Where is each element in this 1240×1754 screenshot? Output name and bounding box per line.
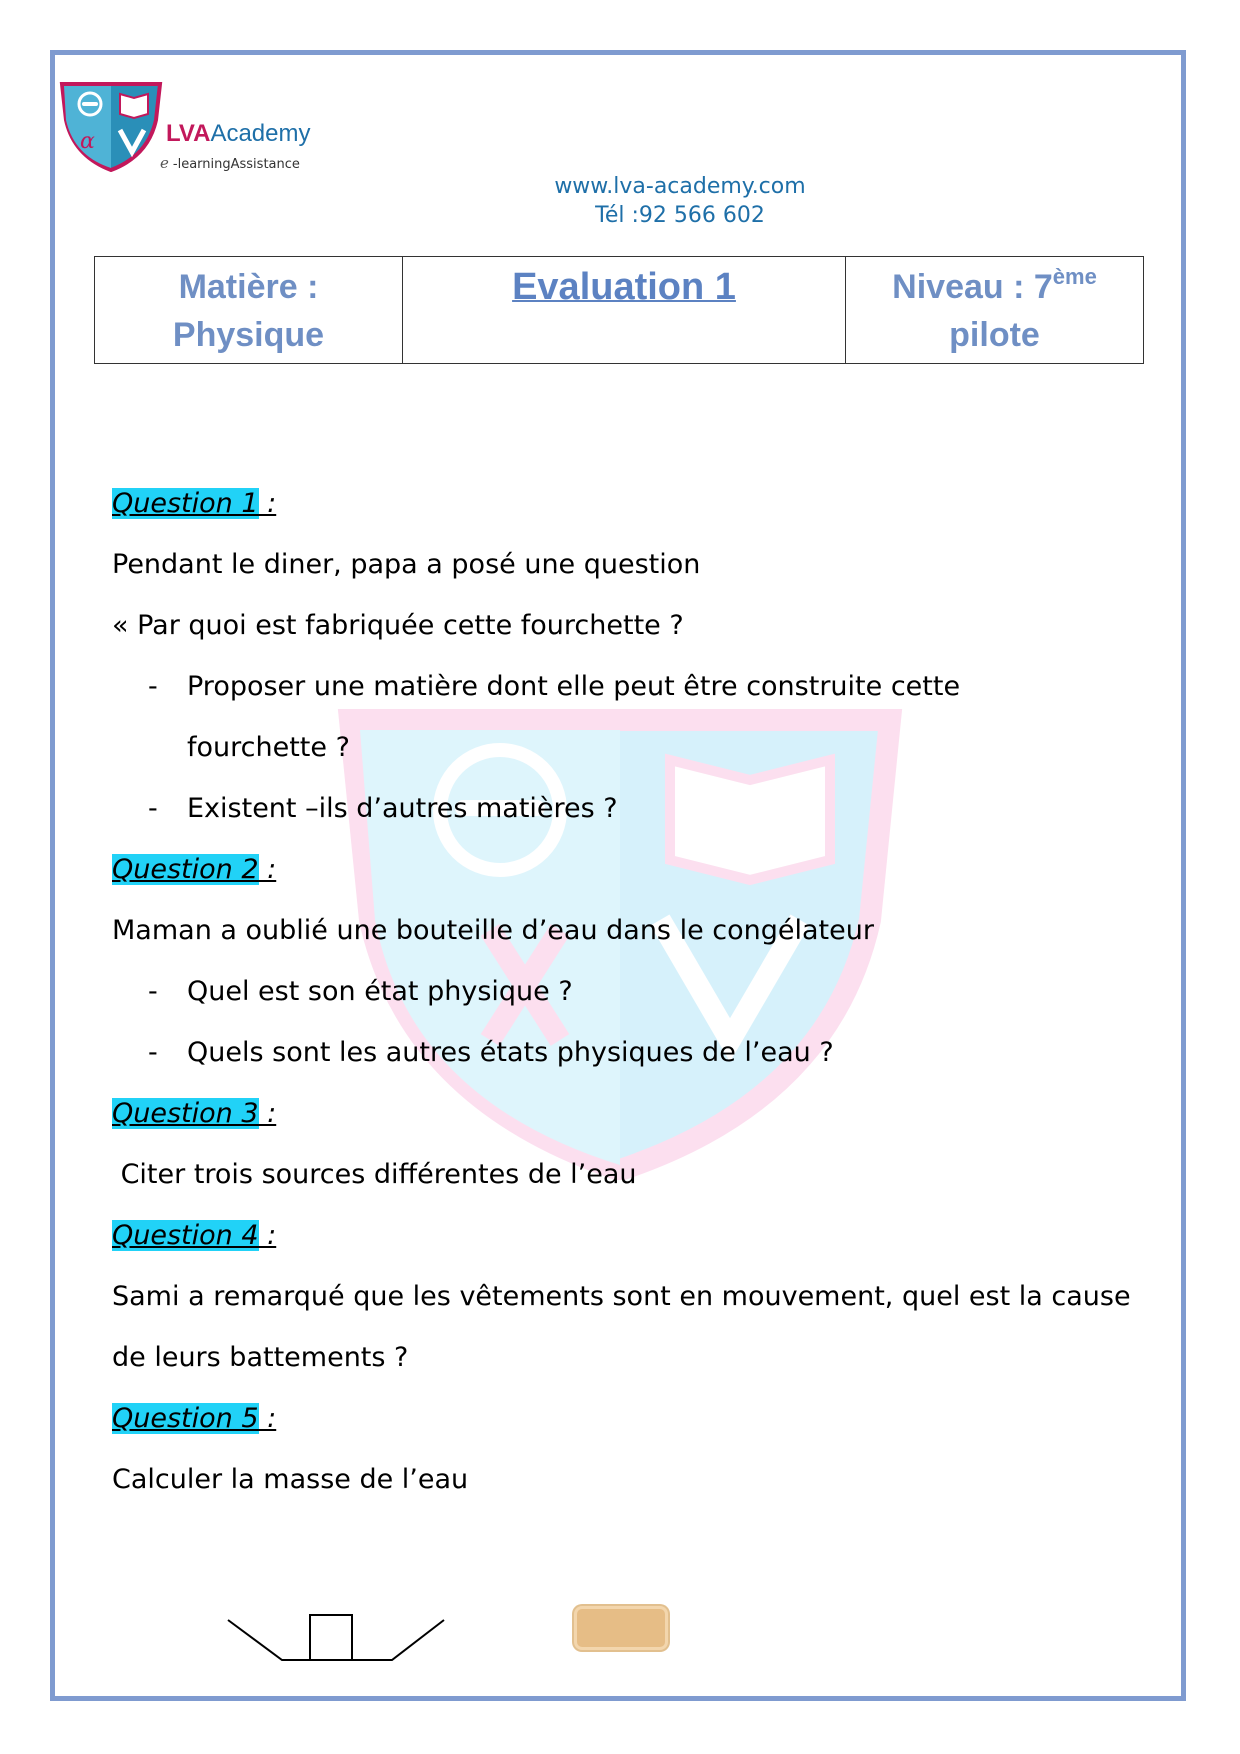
brand-tagline-text: -learningAssistance xyxy=(172,157,300,172)
level-sup: ème xyxy=(1052,264,1097,289)
question-5-label: Question 5 xyxy=(112,1403,259,1434)
level-cell xyxy=(846,257,1144,364)
question-1-heading xyxy=(112,473,1152,534)
question-2-heading xyxy=(112,839,1152,900)
question-3-label: Question 3 xyxy=(112,1098,259,1129)
bullet-text: Quels sont les autres états physiques de l’eau ? xyxy=(187,1037,834,1068)
questions-section xyxy=(112,473,1152,1510)
question-4-text-2: de leurs battements ? xyxy=(112,1342,409,1373)
question-4-colon: : xyxy=(258,1220,277,1251)
container-drawing xyxy=(222,1612,452,1674)
brand-name xyxy=(166,120,310,148)
level-label xyxy=(847,263,1142,311)
lva-academy-logo xyxy=(58,80,164,172)
brand-name-part1: LVA xyxy=(166,120,211,147)
level-value: pilote xyxy=(949,316,1040,354)
bullet-dash: - xyxy=(148,1037,158,1068)
level-prefix: Niveau : 7 xyxy=(892,268,1053,306)
question-3-colon: : xyxy=(258,1098,277,1129)
question-4-label: Question 4 xyxy=(112,1220,259,1251)
subject-cell xyxy=(95,257,403,364)
bullet-text: Proposer une matière dont elle peut être construite cette xyxy=(187,671,961,702)
question-3-heading xyxy=(112,1083,1152,1144)
evaluation-title: Evaluation 1 xyxy=(512,266,736,308)
svg-text:α: α xyxy=(80,129,95,154)
question-2-bullet-2 xyxy=(112,1022,1152,1083)
brand-tagline-e: e xyxy=(160,154,169,172)
title-cell xyxy=(403,257,846,364)
bullet-text: Quel est son état physique ? xyxy=(187,976,573,1007)
question-1-label: Question 1 xyxy=(112,488,259,519)
question-1-text-2: « Par quoi est fabriquée cette fourchette ? xyxy=(112,610,684,641)
question-3-text-1: Citer trois sources différentes de l’eau xyxy=(112,1159,637,1190)
question-1-bullet-1 xyxy=(112,656,1152,717)
website-text: www.lva-academy.com xyxy=(554,174,806,199)
question-2-label: Question 2 xyxy=(112,854,259,885)
question-1-colon: : xyxy=(258,488,277,519)
phone-text: Tél :92 566 602 xyxy=(595,203,765,228)
bullet-text: Existent –ils d’autres matières ? xyxy=(187,793,618,824)
question-2-colon: : xyxy=(258,854,277,885)
question-5-heading xyxy=(112,1388,1152,1449)
bullet-dash: - xyxy=(148,793,158,824)
info-table xyxy=(94,256,1144,364)
question-2-text-1: Maman a oublié une bouteille d’eau dans le congélateur xyxy=(112,915,874,946)
contact-info xyxy=(480,172,880,230)
brand-name-part2: Academy xyxy=(210,120,311,147)
question-2-bullet-1 xyxy=(112,961,1152,1022)
question-5-colon: : xyxy=(258,1403,277,1434)
question-1-text-1: Pendant le diner, papa a posé une question xyxy=(112,549,701,580)
brand-tagline xyxy=(160,154,300,172)
subject-label: Matière : xyxy=(178,268,319,306)
subject-value: Physique xyxy=(172,316,325,354)
question-4-text-1: Sami a remarqué que les vêtements sont en mouvement, quel est la cause xyxy=(112,1281,1131,1312)
question-1-bullet-1-cont: fourchette ? xyxy=(187,732,350,763)
question-5-text-1: Calculer la masse de l’eau xyxy=(112,1464,469,1495)
question-1-bullet-2 xyxy=(112,778,1152,839)
question-4-heading xyxy=(112,1205,1152,1266)
orange-rounded-block xyxy=(574,1606,668,1650)
bullet-dash: - xyxy=(148,671,158,702)
bullet-dash: - xyxy=(148,976,158,1007)
